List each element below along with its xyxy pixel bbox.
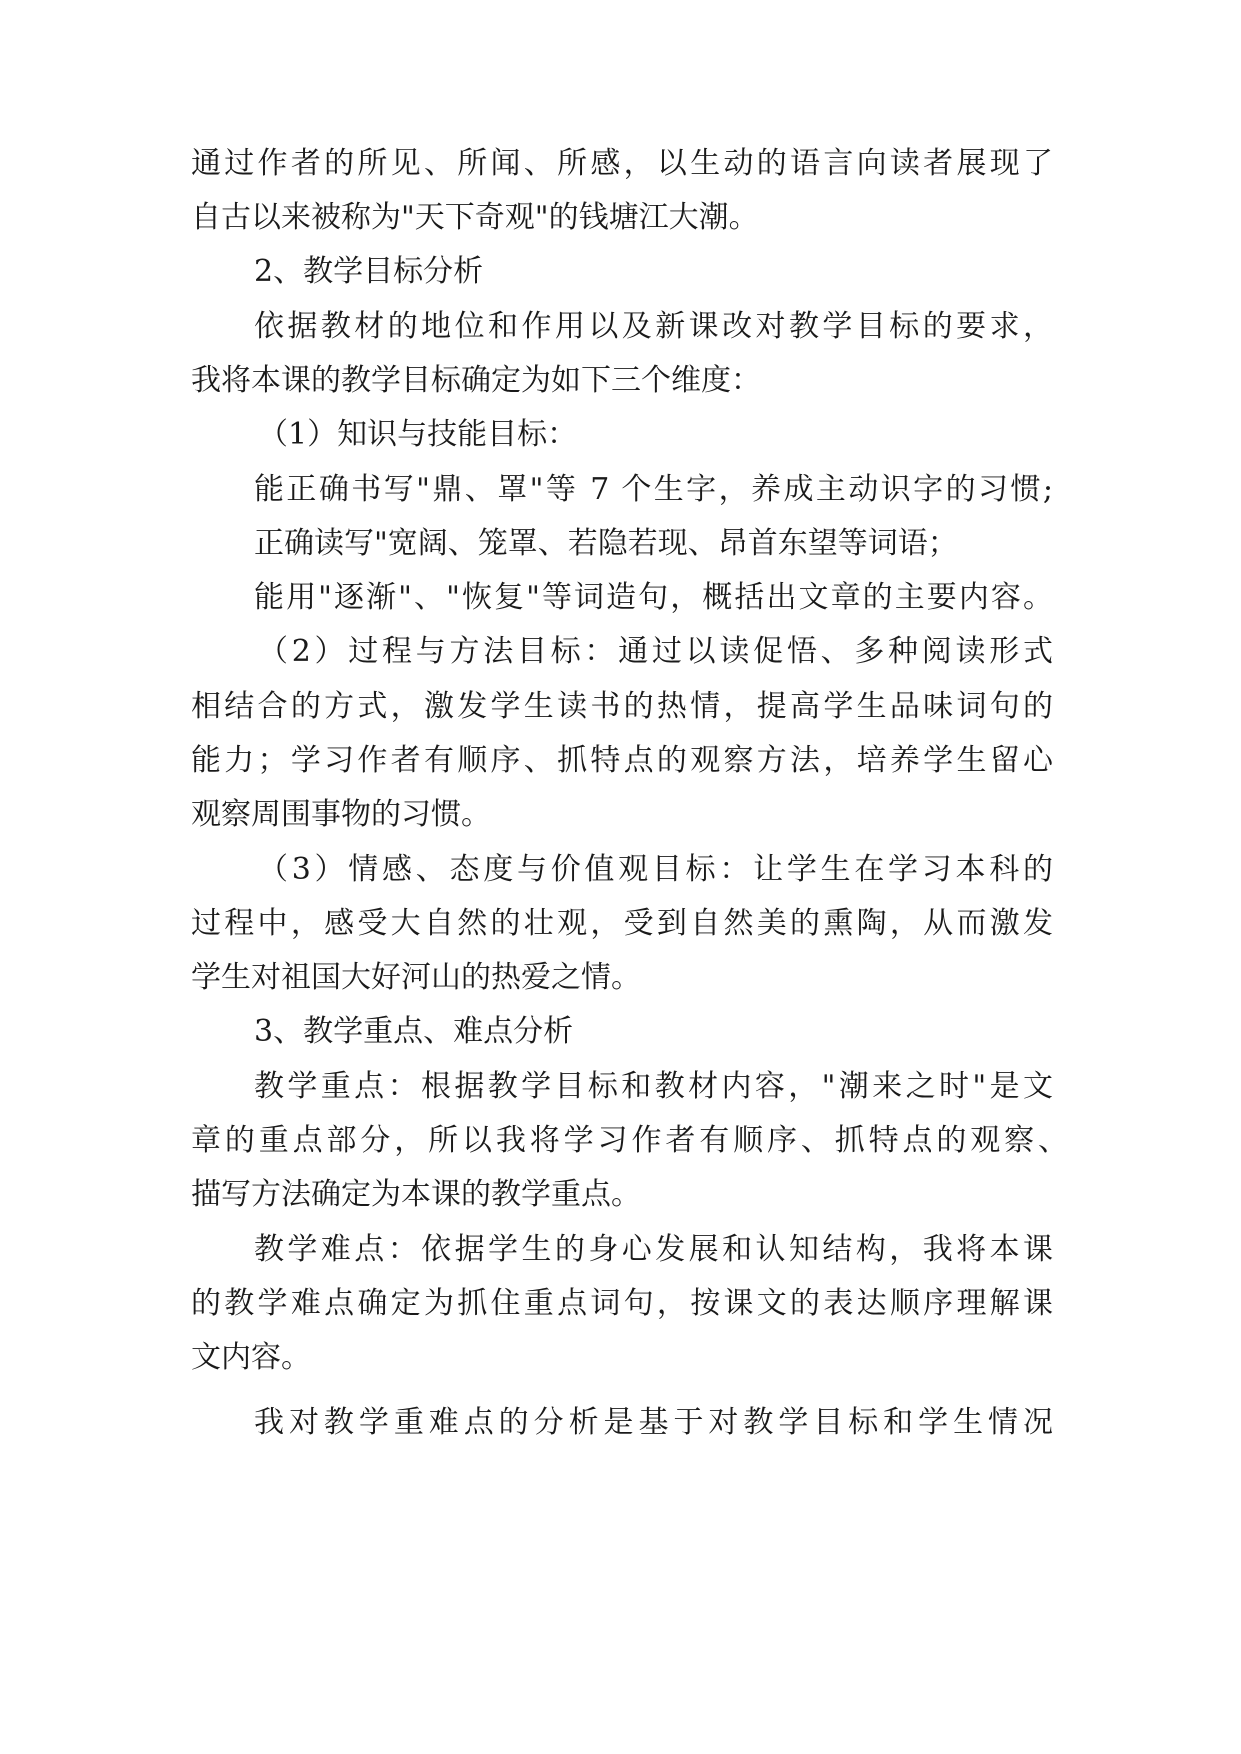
body-text-line: 相结合的方式，激发学生读书的热情，提高学生品味词句的 (191, 689, 1053, 724)
body-text-line: 教学重点：根据教学目标和教材内容，"潮来之时"是文 (254, 1069, 1053, 1104)
body-text-line: （3）情感、态度与价值观目标：让学生在学习本科的 (258, 852, 1053, 887)
body-text-line: 我对教学重难点的分析是基于对教学目标和学生情况 (254, 1405, 1053, 1440)
body-text-line: 文内容。 (191, 1340, 311, 1375)
body-text-line: 教学难点：依据学生的身心发展和认知结构，我将本课 (254, 1232, 1053, 1267)
body-text-line: （2）过程与方法目标：通过以读促悟、多种阅读形式 (258, 634, 1053, 669)
body-text-line: 能正确书写"鼎、罩"等 7 个生字，养成主动识字的习惯; (254, 472, 1053, 507)
body-text-line: 通过作者的所见、所闻、所感，以生动的语言向读者展现了 (191, 146, 1053, 181)
body-text-line: 能力；学习作者有顺序、抓特点的观察方法，培养学生留心 (191, 743, 1053, 778)
section-heading: 3、教学重点、难点分析 (254, 1014, 574, 1049)
body-text-line: 章的重点部分，所以我将学习作者有顺序、抓特点的观察、 (191, 1123, 1068, 1158)
body-text-line: 观察周围事物的习惯。 (191, 797, 491, 832)
body-text-line: 能用"逐渐"、"恢复"等词造句，概括出文章的主要内容。 (254, 580, 1053, 615)
body-text-line: 依据教材的地位和作用以及新课改对教学目标的要求， (254, 309, 1053, 344)
body-text-line: 我将本课的教学目标确定为如下三个维度： (191, 363, 761, 398)
section-heading: 2、教学目标分析 (254, 254, 484, 289)
body-text-line: 正确读写"宽阔、笼罩、若隐若现、昂首东望等词语； (254, 526, 958, 561)
body-text-line: 描写方法确定为本课的教学重点。 (191, 1177, 641, 1212)
body-text-line: 过程中，感受大自然的壮观，受到自然美的熏陶，从而激发 (191, 906, 1053, 941)
body-text-line: 学生对祖国大好河山的热爱之情。 (191, 960, 641, 995)
subsection-heading: （1）知识与技能目标： (258, 417, 578, 452)
body-text-line: 自古以来被称为"天下奇观"的钱塘江大潮。 (191, 200, 759, 235)
body-text-line: 的教学难点确定为抓住重点词句，按课文的表达顺序理解课 (191, 1286, 1053, 1321)
